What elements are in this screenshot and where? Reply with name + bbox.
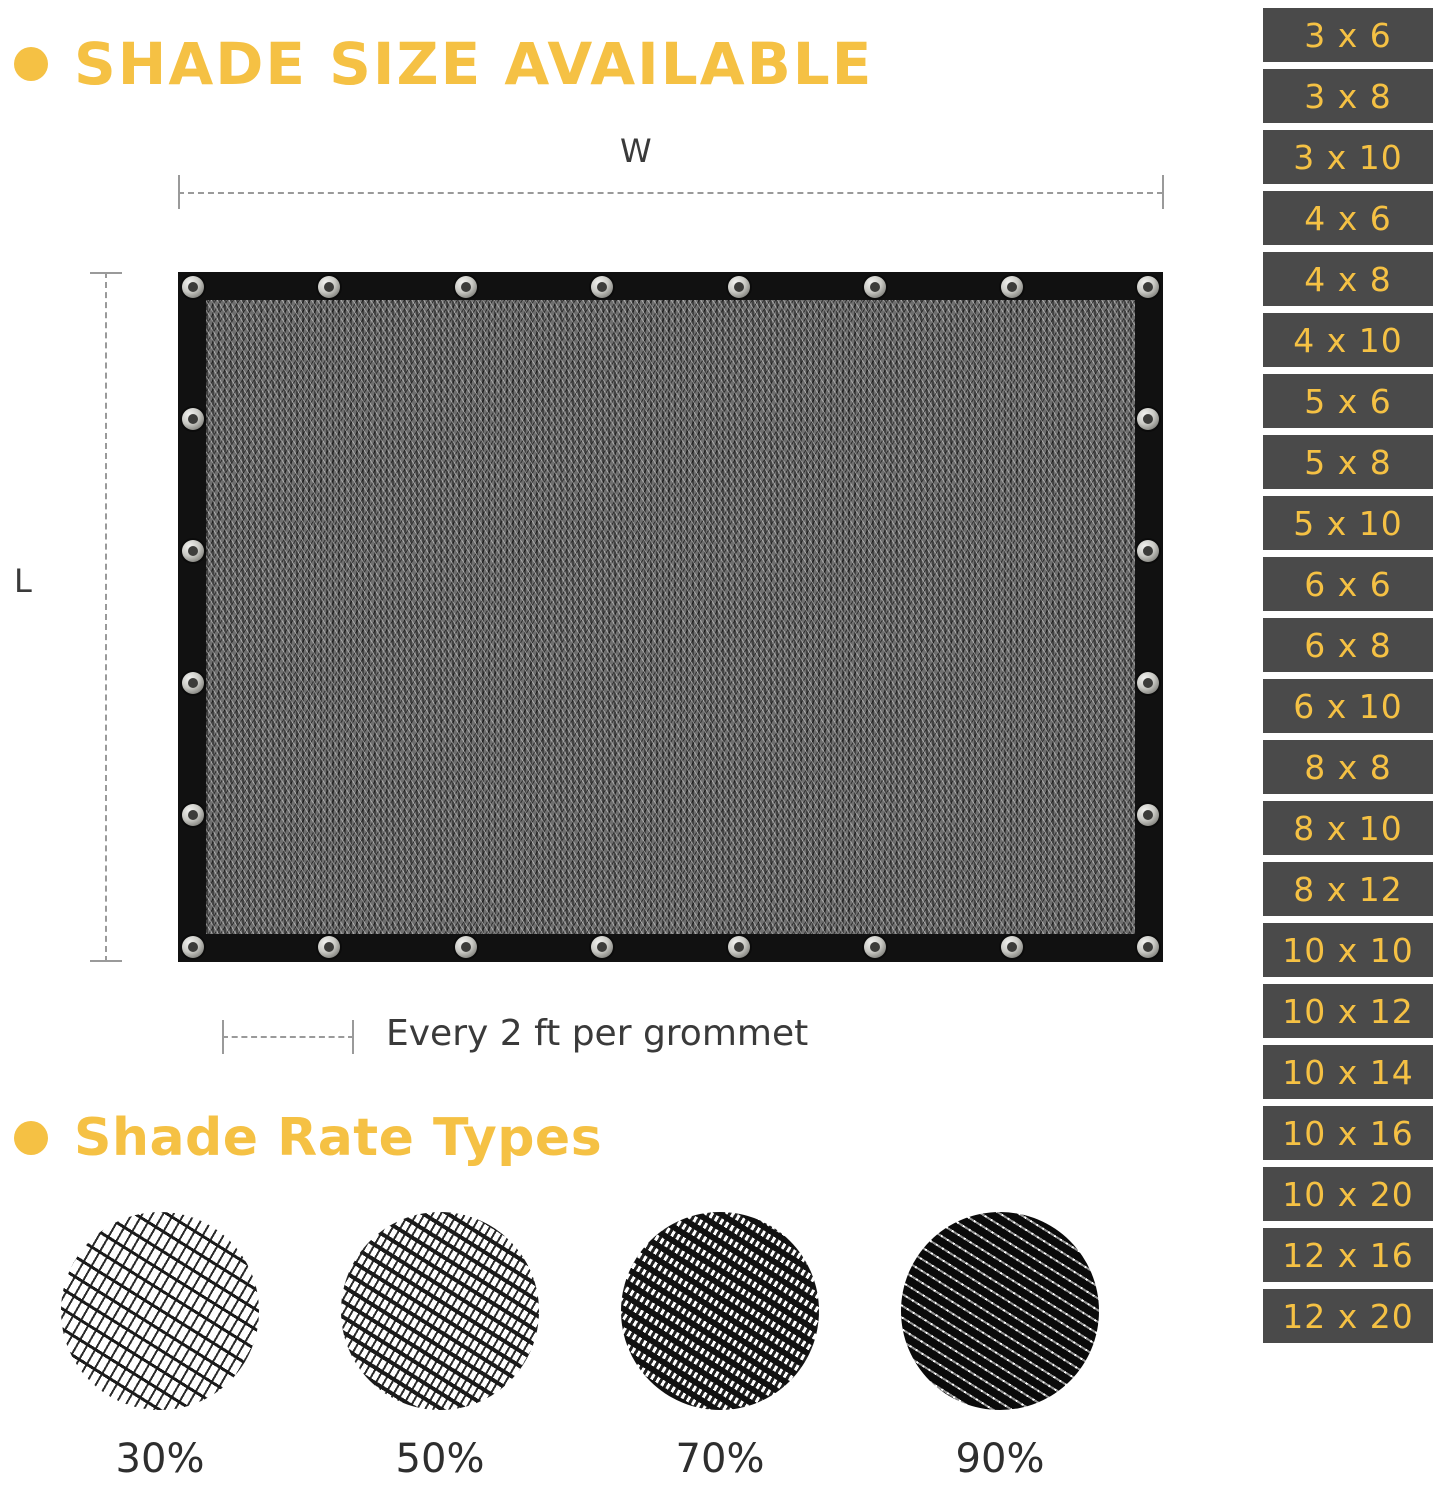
grommet-icon [864, 276, 886, 298]
length-dimension-label: L [14, 562, 32, 600]
shade-rate-title-text: Shade Rate Types [74, 1108, 603, 1168]
shade-cloth-illustration [178, 272, 1163, 962]
grommet-icon [455, 936, 477, 958]
grommet-icon [1137, 936, 1159, 958]
grommet-tick-right [352, 1020, 354, 1054]
grommet-icon [1001, 936, 1023, 958]
grommet-icon [1137, 672, 1159, 694]
shade-rate-item [620, 1212, 820, 1482]
shade-rate-list [60, 1212, 1200, 1482]
grommet-spacing-note: Every 2 ft per grommet [386, 1013, 809, 1054]
grommet-icon [1001, 276, 1023, 298]
width-dimension-label: W [620, 132, 652, 170]
shade-rate-label: 90% [955, 1436, 1045, 1482]
length-tick-bottom [90, 960, 122, 962]
shade-rate-label: 50% [395, 1436, 485, 1482]
available-sizes-list [1263, 8, 1433, 1343]
size-chip[interactable]: 4 x 6 [1263, 191, 1433, 245]
size-chip[interactable]: 10 x 20 [1263, 1167, 1433, 1221]
grommet-icon [728, 936, 750, 958]
size-chip[interactable]: 5 x 10 [1263, 496, 1433, 550]
size-chip[interactable]: 3 x 10 [1263, 130, 1433, 184]
shade-rate-label: 70% [675, 1436, 765, 1482]
size-chip[interactable]: 3 x 8 [1263, 69, 1433, 123]
grommet-icon [182, 276, 204, 298]
grommet-icon [1137, 540, 1159, 562]
size-chip[interactable]: 12 x 20 [1263, 1289, 1433, 1343]
grommet-icon [182, 936, 204, 958]
width-dimension-line [178, 192, 1163, 194]
width-tick-right [1162, 175, 1164, 209]
grommet-tick-left [222, 1020, 224, 1054]
size-chip[interactable]: 8 x 12 [1263, 862, 1433, 916]
grommet-icon [182, 672, 204, 694]
size-chip[interactable]: 12 x 16 [1263, 1228, 1433, 1282]
grommet-icon [728, 276, 750, 298]
size-chip[interactable]: 6 x 10 [1263, 679, 1433, 733]
shade-swatch-30-icon [61, 1212, 259, 1410]
shade-swatch-50-icon [341, 1212, 539, 1410]
size-chip[interactable]: 10 x 16 [1263, 1106, 1433, 1160]
grommet-icon [591, 276, 613, 298]
size-chip[interactable]: 6 x 6 [1263, 557, 1433, 611]
grommet-spacing-line [222, 1036, 354, 1038]
shade-rate-title [14, 1108, 602, 1168]
size-chip[interactable]: 6 x 8 [1263, 618, 1433, 672]
size-chip[interactable]: 5 x 8 [1263, 435, 1433, 489]
bullet-dot-icon [14, 1121, 48, 1155]
grommet-icon [455, 276, 477, 298]
size-chip[interactable]: 5 x 6 [1263, 374, 1433, 428]
grommet-icon [182, 408, 204, 430]
grommet-icon [1137, 804, 1159, 826]
size-chip[interactable]: 10 x 14 [1263, 1045, 1433, 1099]
grommet-icon [591, 936, 613, 958]
shade-rate-item [340, 1212, 540, 1482]
grommet-icon [182, 540, 204, 562]
size-chip[interactable]: 4 x 10 [1263, 313, 1433, 367]
grommet-icon [1137, 408, 1159, 430]
size-chip[interactable]: 10 x 10 [1263, 923, 1433, 977]
grommet-icon [318, 936, 340, 958]
shade-rate-label: 30% [115, 1436, 205, 1482]
shade-mesh-fabric [206, 300, 1135, 934]
page-title-text: SHADE SIZE AVAILABLE [74, 30, 874, 98]
size-chip[interactable]: 8 x 10 [1263, 801, 1433, 855]
shade-rate-item [900, 1212, 1100, 1482]
shade-rate-item [60, 1212, 260, 1482]
width-tick-left [178, 175, 180, 209]
grommet-icon [1137, 276, 1159, 298]
size-chip[interactable]: 3 x 6 [1263, 8, 1433, 62]
length-tick-top [90, 272, 122, 274]
size-chip[interactable]: 8 x 8 [1263, 740, 1433, 794]
grommet-icon [318, 276, 340, 298]
size-chip[interactable]: 10 x 12 [1263, 984, 1433, 1038]
grommet-icon [182, 804, 204, 826]
grommet-icon [864, 936, 886, 958]
shade-swatch-70-icon [621, 1212, 819, 1410]
size-chip[interactable]: 4 x 8 [1263, 252, 1433, 306]
shade-swatch-90-icon [901, 1212, 1099, 1410]
length-dimension-line [105, 272, 107, 962]
